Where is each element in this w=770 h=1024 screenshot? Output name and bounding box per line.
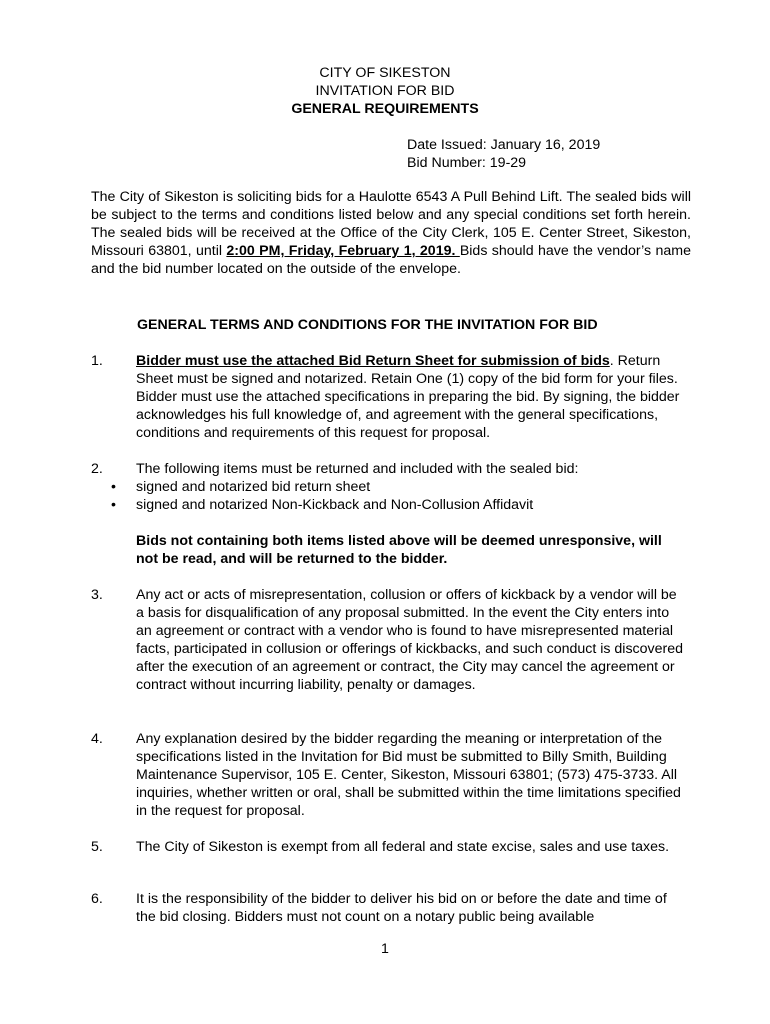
list-item	[91, 496, 686, 514]
term-item-1	[91, 352, 691, 442]
bullet-icon: •	[111, 479, 116, 495]
item-number: 4.	[91, 731, 103, 747]
item-number: 5.	[91, 839, 103, 855]
intro-text: The City of Sikeston is soliciting bids for a Haulotte 6543 A Pull Behind Lift. The sealed bids will be subject to the terms and conditions listed below and any special conditions set forth herein. The sealed bids will be received at the Office of the City Clerk, 105 E. Center Street, Sikeston, Missouri 63801, until	[91, 189, 691, 259]
intro-paragraph	[91, 188, 691, 278]
item-body: Any act or acts of misrepresentation, collusion or offers of kickback by a vendor will be a basis for disqualification of any proposal submitted. In the event the City enters into an agreement or contract with a vendor who is found to have misrepresented material facts, participated in collusion or offerings of kickbacks, and such conduct is discovered after the execution of an agreement or contract, the City may cancel the agreement or contract without incurring liability, penalty or damages.	[136, 587, 684, 693]
date-issued: Date Issued: January 16, 2019	[407, 137, 601, 153]
term-item-5	[91, 838, 691, 856]
item-body: The City of Sikeston is exempt from all federal and state excise, sales and use taxes.	[136, 839, 670, 855]
list-item-text: signed and notarized Non-Kickback and Non-Collusion Affidavit	[136, 497, 534, 513]
term-item-3	[91, 586, 691, 694]
item-number: 1.	[91, 353, 103, 369]
item-lead-end: .	[609, 353, 614, 369]
item-body: Any explanation desired by the bidder regarding the meaning or interpretation of the specifications listed in the Invitation for Bid must be submitted to Billy Smith, Building Maintenance Supervisor, 105 E. Center, Sikeston, Missouri 63801; (573) 475-3733. All inquiries, whether written or oral, shall be submitted within the time limitations specified in the request for proposal.	[136, 731, 681, 819]
item-body	[111, 460, 686, 568]
bullet-icon: •	[111, 497, 116, 513]
header-general-requirements: GENERAL REQUIREMENTS	[291, 101, 479, 117]
item-text: Return Sheet must be signed and notarized. Retain One (1) copy of the bid form for your files. Bidder must use the attached specifications in preparing the bid. By signing, the bidder acknowledges his full knowledge of, and agreement with the general specifications, conditions and requirements of this request for proposal.	[136, 353, 680, 441]
term-item-4	[91, 730, 691, 820]
item-body: It is the responsibility of the bidder to deliver his bid on or before the date and time of the bid closing. Bidders must not count on a notary public being available	[136, 891, 667, 925]
list-item-text: signed and notarized bid return sheet	[136, 479, 371, 495]
term-item-6	[91, 890, 691, 926]
page-number: 1	[381, 941, 389, 957]
item-number: 3.	[91, 587, 103, 603]
item-number: 6.	[91, 891, 103, 907]
bid-deadline: 2:00 PM, Friday, February 1, 2019.	[226, 243, 460, 259]
document-header	[0, 64, 770, 118]
date-block	[407, 136, 600, 172]
item-text: The following items must be returned and included with the sealed bid:	[136, 461, 579, 477]
intro-text-end: Bids should have the vendor’s name and the bid number located on the outside of the envelope.	[91, 243, 691, 277]
item-number: 2.	[91, 461, 103, 477]
unresponsive-warning: Bids not containing both items listed above will be deemed unresponsive, will not be read, and will be returned to the bidder.	[136, 533, 662, 567]
section-title: GENERAL TERMS AND CONDITIONS FOR THE INVITATION FOR BID	[137, 317, 598, 333]
list-item	[91, 478, 686, 496]
header-city: CITY OF SIKESTON	[319, 65, 451, 81]
required-items-list	[111, 478, 686, 514]
item-lead: Bidder must use the attached Bid Return Sheet for submission of bids	[136, 353, 610, 369]
header-invitation: INVITATION FOR BID	[315, 83, 455, 99]
item-body	[136, 352, 686, 442]
bid-number: Bid Number: 19-29	[407, 155, 527, 171]
term-item-2	[91, 460, 691, 568]
